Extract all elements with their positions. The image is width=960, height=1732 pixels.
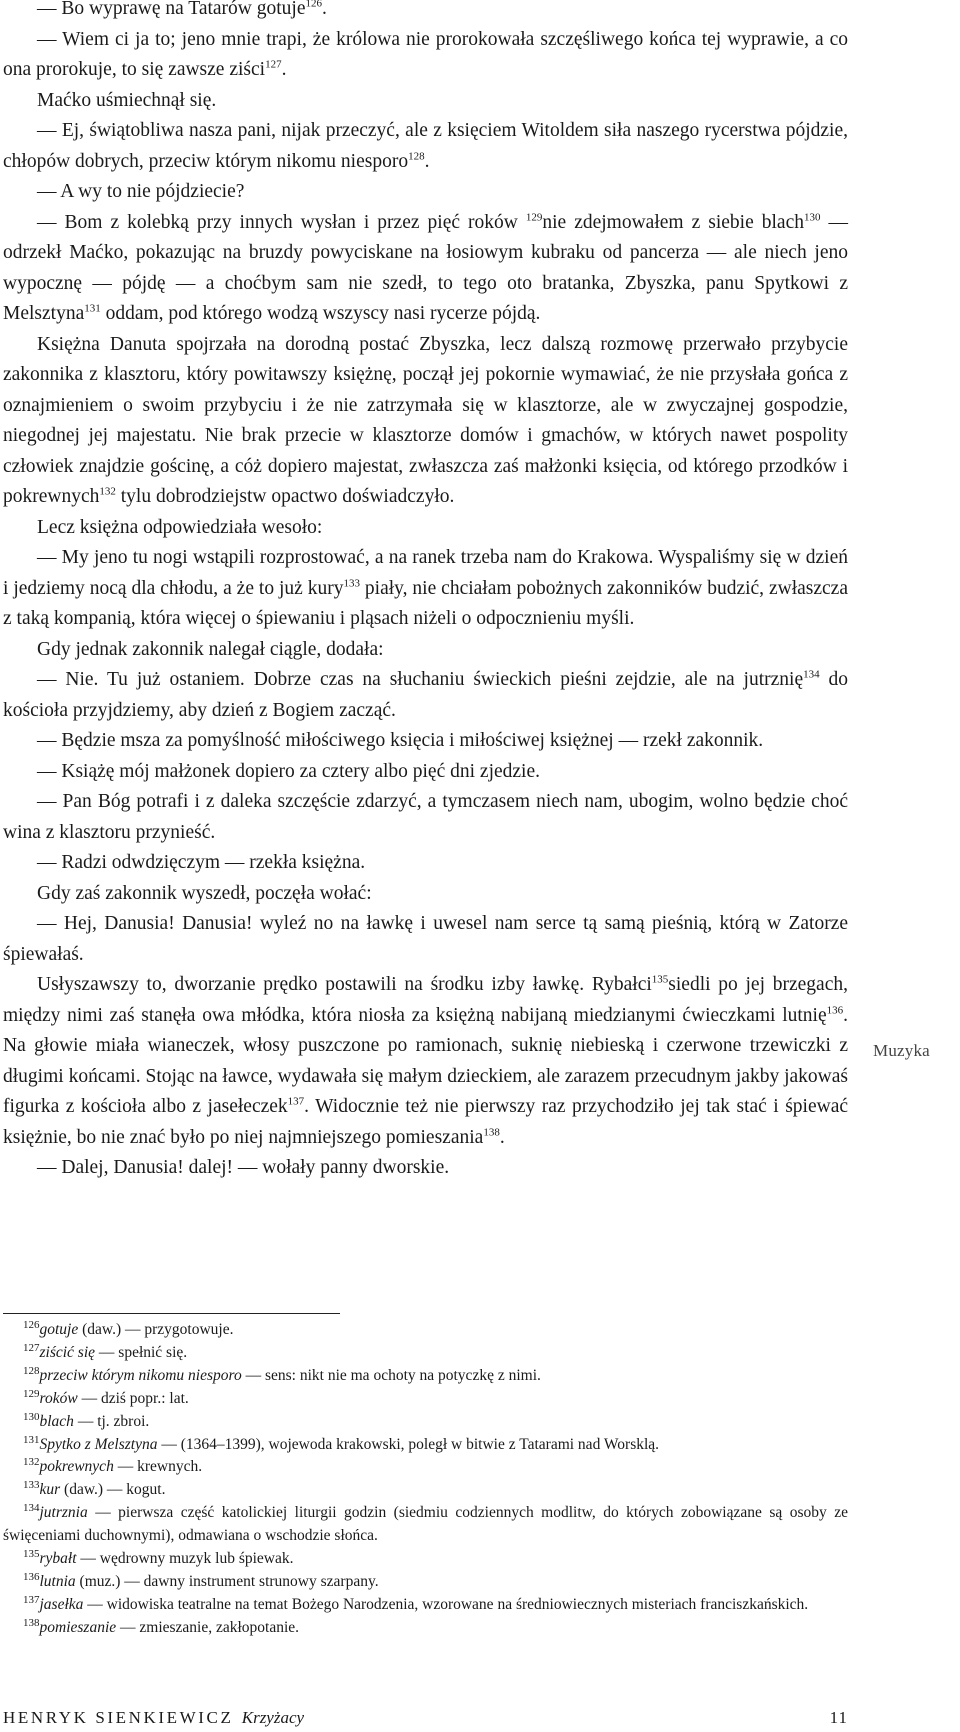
footnote-term: kur [39,1481,61,1499]
footnote-ref[interactable]: 132 [99,485,116,498]
footnote-number: 133 [23,1479,40,1492]
paragraph-text: Maćko uśmiechnął się. [37,89,217,111]
footnote-definition: — (1364–1399), wojewoda krakowski, poległ w bitwie z Tatarami nad Worsklą. [157,1435,660,1453]
footnote-number: 137 [23,1593,40,1606]
footnote [3,1571,848,1594]
footnote-definition: — pierwsza część katolickiej liturgii godzin (siedmiu codziennych modlitw, do których zobowiązane są osoby ze święceniami duchownymi), odmawiana o wschodzie słońca. [3,1504,848,1545]
footnote-ref[interactable]: 129 [525,211,543,223]
footnote-number: 132 [23,1456,40,1469]
footnote-ref[interactable]: 138 [483,1126,500,1138]
paragraph-text: do kościoła przyjdziemy, aby dzień z Bogiem zacząć. [3,669,848,721]
footnote [3,1502,848,1548]
paragraph-text: . [322,0,327,19]
footnote [3,1594,848,1617]
footnote-number: 129 [23,1387,40,1400]
footnote-definition: — widowiska teatralne na temat Bożego Narodzenia, wzorowane na średniowiecznych misteriach franciszkańskich. [83,1595,809,1613]
footnote [3,1434,848,1457]
footnote-divider [3,1313,340,1314]
paragraph [3,909,848,970]
footnote-definition: — dziś popr.: lat. [77,1389,189,1407]
footnote-term: Spytko z Melsztyna [39,1435,158,1453]
paragraph-text: — Książę mój małżonek dopiero za cztery albo pięć dni zjedzie. [37,760,540,782]
footnote [3,1617,848,1640]
footnote-ref[interactable]: 137 [287,1095,305,1108]
footnote [3,1365,848,1388]
paragraph-text: . [424,150,430,172]
paragraph-text: — A wy to nie pójdziecie? [37,181,245,202]
paragraph-text: tylu dobrodziejstw opactwo doświadczyło. [115,486,455,507]
footnote-number: 138 [23,1616,40,1629]
paragraph-text: Lecz księżna odpowiedziała wesoło: [37,516,323,538]
paragraph [3,879,848,910]
footnote-number: 131 [23,1433,40,1446]
footnote-definition: (daw.) — przygotowuje. [78,1321,234,1338]
main-text [3,0,848,1184]
footnote [3,1319,848,1342]
paragraph-text: . [281,59,287,80]
footnote [3,1388,848,1411]
footnote-number: 128 [23,1364,40,1377]
footnote-definition: (muz.) — dawny instrument strunowy szarpany. [75,1572,379,1590]
footnote-ref[interactable]: 130 [803,211,821,223]
footnote-ref[interactable]: 126 [305,0,322,10]
footer-author: HENRYK SIENKIEWICZ [3,1708,234,1727]
footnote [3,1411,848,1434]
paragraph-text: Usłyszawszy to, dworzanie prędko postawili na środku izby ławkę. Rybałci [37,974,652,995]
paragraph [3,513,848,544]
footnote-ref[interactable]: 136 [826,1004,844,1016]
footnote-number: 134 [23,1502,40,1515]
paragraph [3,25,848,86]
paragraph-text: nie zdejmowałem z siebie blach [542,211,804,233]
paragraph [3,1153,848,1184]
footnote-term: pokrewnych [39,1458,114,1476]
paragraph [3,757,848,788]
footnotes [3,1319,848,1640]
paragraph-text: — Ej, świątobliwa nasza pani, nijak przeczyć, ale z księciem Witoldem siła naszego rycerstwa pójdzie, chłopów dobrych, przeciw którym nikomu niesporo [3,120,848,172]
footnote-ref[interactable]: 135 [651,973,669,986]
paragraph-text: — odrzekł Maćko, pokazując na bruzdy powyciskane na łosiowym kubraku od pancerza — ale niech jeno wypocznę — pójdę — a choćbym sam nie szedł, to tego oto bratanka, Zbyszka, panu Spytkowi z Melsztyna [3,211,848,324]
page-footer [3,1708,848,1730]
paragraph [3,848,848,879]
paragraph-text: — Wiem ci ja to; jeno mnie trapi, że królowa nie prorokowała szczęśliwego końca tej wyprawie, a co ona prorokuje, to się zawsze ziści [3,28,848,80]
paragraph [3,970,848,1153]
paragraph [3,665,848,726]
footnote [3,1548,848,1571]
footnote-definition: — sens: nikt nie ma ochoty na potyczkę z nimi. [241,1366,541,1384]
footnote-definition: — tj. zbroi. [73,1412,150,1430]
paragraph-text: . [499,1126,505,1148]
paragraph [3,177,848,208]
footnote-ref[interactable]: 133 [343,577,360,589]
footnote-ref[interactable]: 134 [803,668,820,681]
footnote-definition: (daw.) — kogut. [60,1481,166,1499]
paragraph-text: — Pan Bóg potrafi i z daleka szczęście zdarzyć, a tymczasem niech nam, ubogim, wolno będzie choć wina z klasztoru przynieść. [3,791,848,843]
paragraph-text: . Na głowie miała wianeczek, włosy puszczone po ramionach, suknię niebieską i czerwone trzewiczki z długimi końcami. Stojąc na ławce, wydawała się małym dzieckiem, ale zarazem przecudnym jakby jakowaś figurka z kościoła albo z jasełeczek [3,1004,848,1117]
paragraph-text: Gdy zaś zakonnik wyszedł, poczęła wołać: [37,882,372,904]
paragraph [3,635,848,666]
footnote-ref[interactable]: 131 [84,302,101,315]
footnote-number: 136 [23,1570,40,1583]
paragraph-text: — Hej, Danusia! Danusia! wyleź no na ławkę i uwesel nam serce tą samą pieśnią, którą w Zatorze śpiewałaś. [3,913,848,965]
paragraph-text: oddam, pod którego wodzą wszyscy nasi rycerze pójdą. [100,303,541,324]
paragraph [3,330,848,513]
paragraph-text: — Będzie msza za pomyślność miłościwego księcia i miłościwej księżnej — rzekł zakonnik. [37,730,764,751]
footnote-definition: — spełnić się. [95,1343,188,1361]
paragraph-text: piały, nie chciałam pobożnych zakonników budzić, zwłaszcza z taką kompanią, która więcej o śpiewaniu i pląsach niżeli o odpocznieniu myśli. [3,577,848,629]
paragraph [3,208,848,330]
paragraph-text: — Bom z kolebką przy innych wysłan i przez pięć roków [37,211,526,233]
footnote-term: ziścić się [39,1343,96,1361]
footnote-term: rybałt [39,1550,77,1568]
paragraph [3,726,848,757]
paragraph-text: — Bo wyprawę na Tatarów gotuje [37,0,306,19]
footnote [3,1342,848,1365]
paragraph [3,116,848,177]
paragraph-text: siedli po jej brzegach, między nimi zaś stanęła owa młódka, która niosła za księżną nabijaną miedzianymi ćwieczkami lutnię [3,974,848,1026]
paragraph-text: . Widocznie też nie pierwszy raz przychodziło jej tak stać i śpiewać księżnie, bo nie znać było po niej najmniejszego pomieszania [3,1096,849,1148]
footnote-ref[interactable]: 128 [408,150,425,162]
footnote-definition: — zmieszanie, zakłopotanie. [116,1618,300,1636]
footer-book-title: Krzyżacy [241,1708,305,1727]
paragraph [3,86,848,117]
footnote-term: jutrznia [39,1504,88,1522]
footnote-term: roków [39,1389,78,1407]
footnote-number: 126 [23,1318,40,1331]
footnote-number: 135 [23,1547,40,1560]
paragraph-text: Gdy jednak zakonnik nalegał ciągle, dodała: [37,638,384,660]
margin-note: Muzyka [873,1041,930,1060]
footnote [3,1456,848,1479]
paragraph-text: — Nie. Tu już ostaniem. Dobrze czas na słuchaniu świeckich pieśni zejdzie, ale na jutrznię [37,669,804,690]
footnote-definition: — wędrowny muzyk lub śpiewak. [76,1550,294,1568]
footnote-term: lutnia [39,1572,76,1590]
footnote-term: przeciw którym nikomu niesporo [39,1366,242,1384]
page-number: 11 [829,1708,848,1727]
paragraph [3,787,848,848]
footnote-term: blach [39,1412,74,1430]
paragraph-text: Księżna Danuta spojrzała na dorodną postać Zbyszka, lecz dalszą rozmowę przerwało przybycie zakonnika z klasztoru, który powitawszy księżnę, począł jej pokornie wymawiać, że nie przysłała gońca z oznajmieniem o swoim przybyciu i że nie zatrzymała się w klasztorze, ale w zwyczajnej gospodzie, niegodnej jej majestatu. Nie brak przecie w klasztorze domów i gmachów, w których nawet pospolity człowiek znajdzie gościnę, a cóż dopiero majestat, zwłaszcza zaś małżonki księcia, od którego przodków i pokrewnych [3,333,848,507]
footnote-number: 130 [23,1410,40,1423]
footnote-term: gotuje [39,1321,79,1338]
footnote [3,1479,848,1502]
paragraph-text: — My jeno tu nogi wstąpili rozprostować, a na ranek trzeba nam do Krakowa. Wyspaliśmy się w dzień i jedziemy nocą dla chłodu, a że to już kury [3,547,848,599]
footnote-ref[interactable]: 127 [265,58,282,71]
footnote-term: pomieszanie [39,1618,117,1636]
paragraph [3,0,848,25]
paragraph-text: — Radzi odwdzięczym — rzekła księżna. [37,852,366,873]
paragraph-text: — Dalej, Danusia! dalej! — wołały panny dworskie. [37,1157,450,1178]
footnote-definition: — krewnych. [113,1458,203,1476]
paragraph [3,543,848,635]
footnote-term: jasełka [39,1595,84,1613]
footnote-number: 127 [23,1341,40,1354]
